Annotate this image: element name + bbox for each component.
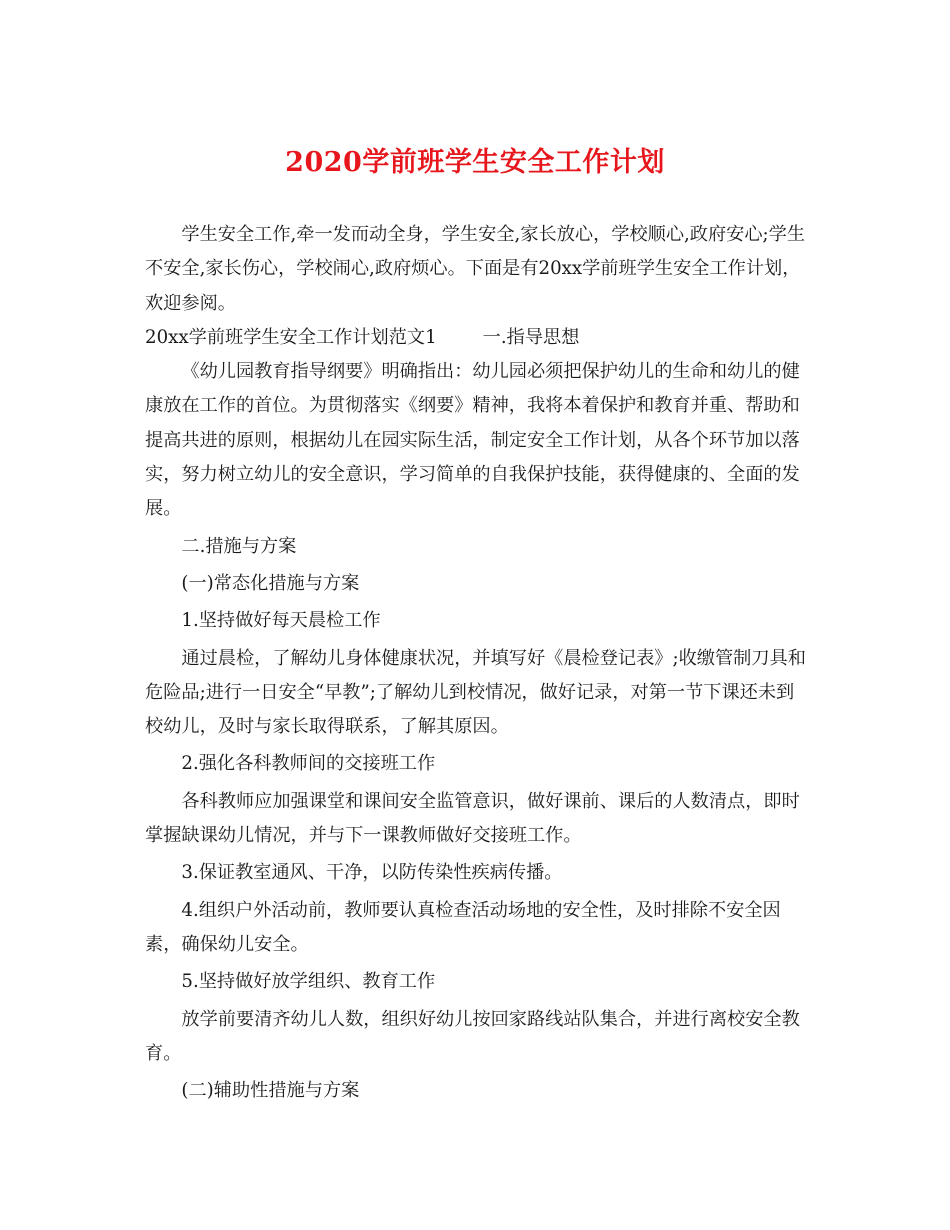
document-title: 2020学前班学生安全工作计划: [285, 147, 665, 178]
document-body: [145, 218, 810, 1108]
section-measures: 二.措施与方案: [181, 535, 297, 557]
subsection-auxiliary-measures: (二)辅助性措施与方案: [181, 1080, 360, 1102]
item-morning-check: 1.坚持做好每天晨检工作: [181, 610, 381, 632]
paragraph-morning-check: 通过晨检，了解幼儿身体健康状况，并填写好《晨检登记表》;收缴管制刀具和危险品;进行一日安全“早教”;了解幼儿到校情况，做好记录，对第一节下课还未到校幼儿，及时与家长取得联系，了解其原因。: [145, 647, 806, 738]
section-guiding-ideology: 一.指导思想: [482, 326, 580, 348]
paragraph-plan-heading: [145, 321, 810, 355]
item-outdoor-activity: 4.组织户外活动前，教师要认真检查活动场地的安全性，及时排除不安全因素，确保幼儿安全。: [145, 899, 781, 955]
item-dismissal: 5.坚持做好放学组织、教育工作: [181, 971, 436, 993]
paragraph-intro: 学生安全工作,牵一发而动全身，学生安全,家长放心，学校顺心,政府安心;学生不安全,家长伤心，学校闹心,政府烦心。下面是有20xx学前班学生安全工作计划，欢迎参阅。: [145, 224, 806, 314]
paragraph-handover: 各科教师应加强课堂和课间安全监管意识，做好课前、课后的人数清点，即时掌握缺课幼儿情况，并与下一课教师做好交接班工作。: [145, 790, 800, 847]
item-ventilation: 3.保证教室通风、干净，以防传染性疾病传播。: [181, 862, 563, 884]
subsection-routine-measures: (一)常态化措施与方案: [181, 572, 360, 594]
paragraph-guideline: 《幼儿园教育指导纲要》明确指出：幼儿园必须把保护幼儿的生命和幼儿的健康放在工作的首位。为贯彻落实《纲要》精神，我将本着保护和教育并重、帮助和提高共进的原则，根据幼儿在园实际生活，制定安全工作计划，从各个环节加以落实，努力树立幼儿的安全意识，学习简单的自我保护技能，获得健康的、全面的发展。: [145, 361, 800, 520]
paragraph-dismissal: 放学前要清齐幼儿人数，组织好幼儿按回家路线站队集合，并进行离校安全教育。: [145, 1008, 800, 1064]
item-handover: 2.强化各科教师间的交接班工作: [181, 753, 436, 775]
plan-title: 20xx学前班学生安全工作计划范文1: [145, 326, 437, 348]
